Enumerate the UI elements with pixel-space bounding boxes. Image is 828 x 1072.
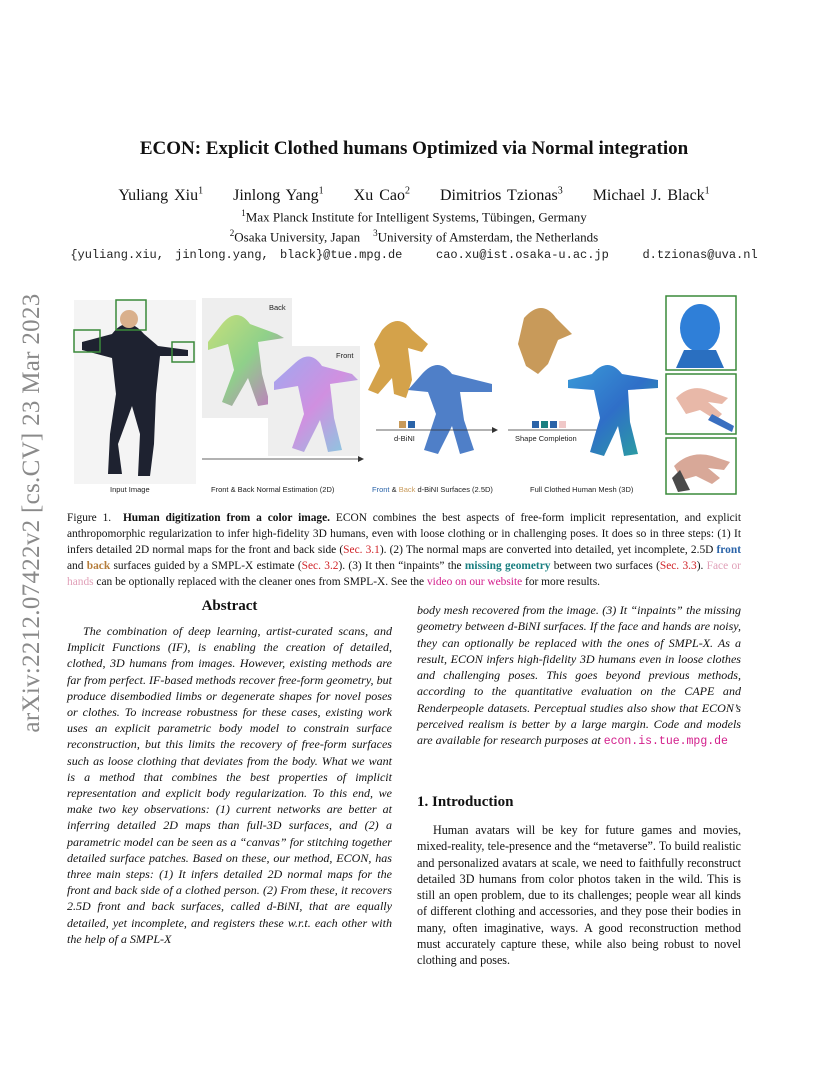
abstract-text-continued: body mesh recovered from the image. (3) It “inpaints” the missing geometry between d-BiNI surfaces. If the face and hands are noisy, they can optionally be replaced with the ones of SMPL-X. As a result, ECON infers high-fidelity 3D humans even in loose clothes and challenging poses. This goes beyond previous methods, according to the quantitative evaluation on the CAPE and Renderpeople datasets. Perceptual studies also show that ECON’s perceived realism is better by a large margin. Code and models are available for research purposes at econ.is.tue.mpg.de [417, 603, 741, 749]
affiliation-2-3: $^2$Osaka University, Japan $^3$University of Amsterdam, the Netherlands [229, 228, 599, 245]
section-ref-link[interactable]: Sec. 3.3 [659, 560, 697, 572]
author: Michael J. Black$^1$ [592, 186, 710, 205]
section-ref-link[interactable]: Sec. 3.2 [301, 560, 339, 572]
shape-completion-label: Shape Completion [515, 434, 577, 443]
label-input-image: Input Image [110, 485, 150, 494]
input-image [74, 300, 196, 484]
affiliation-1: $^1$Max Planck Institute for Intelligent Systems, Tübingen, Germany [241, 208, 587, 225]
author-list [0, 186, 828, 205]
arrow-head [358, 456, 364, 462]
teaser-figure [72, 294, 742, 496]
abstract-text: The combination of deep learning, artist-curated scans, and Implicit Functions (IF), is enabling the creation of detailed, clothed, 3D humans from images. However, existing methods are far from perfect. IF-based methods recover free-form geometry, but produce disembodied limbs or degenerate shapes for novel poses or clothes. To increase robustness for these cases, existing work uses an explicit parametric body model to constrain surface reconstruction, but this limits the recovery of free-form surfaces such as loose clothing that deviates from the body. What we want is a method that combines the best properties of implicit representation and explicit body regularization. To this end, we make two key observations: (1) current networks are better at inferring detailed 2D maps than full-3D surfaces, and (2) a parametric model can be seen as a “canvas” for stitching together detailed surface patches. Based on these, our method, ECON, has three main steps: (1) It infers detailed 2D normal maps for the front and back side of a clothed person. (2) From these, it recovers 2.5D front and back surfaces, called d-BiNI, that are equally detailed, yet incomplete, and registers these w.r.t. each other with the help of a SMPL-X [67, 624, 392, 946]
front-label: Front [336, 351, 354, 360]
section-heading: 1. Introduction [417, 794, 514, 810]
website-video-link[interactable]: video on our website [426, 576, 523, 588]
intro-paragraph: Human avatars will be key for future games and movies, mixed-reality, tele-presence and the “metaverse”. To build realistic and personalized avatars at scale, we need to faithfully reconstruct detailed 3D humans from color photos taken in the wild. This is still an open problem, due to its challenges; people wear all kinds of different clothing and accessories, and they pose their bodies in many, often imaginative, ways. A good reconstruction method must accurately capture these, while also being robust to novel clothing and poses. [417, 823, 741, 968]
label-normal-estimation: Front & Back Normal Estimation (2D) [211, 485, 335, 494]
shape-completion-squares [532, 421, 566, 428]
arxiv-id: arXiv:2212.07422v2 [cs.CV] 23 Mar 2023 [18, 293, 45, 733]
arxiv-stamp [12, 283, 52, 743]
zoom-face [666, 296, 736, 370]
email: cao.xu@ist.osaka-u.ac.jp [436, 248, 609, 262]
author: Dimitrios Tzionas$^3$ [440, 186, 563, 205]
email-list [0, 248, 828, 262]
email: d.tzionas@uva.nl [642, 248, 758, 262]
project-website-link[interactable]: econ.is.tue.mpg.de [603, 735, 728, 749]
label-dbini-surfaces: Front & Back d-BiNI Surfaces (2.5D) [372, 485, 493, 494]
abstract-left-column [67, 598, 392, 947]
dbini-surfaces [368, 321, 492, 454]
normal-map-front [268, 346, 360, 456]
arrow-head [492, 427, 498, 433]
back-label: Back [269, 303, 286, 312]
author: Yuliang Xiu$^1$ [118, 186, 204, 205]
zoom-hand [666, 438, 736, 494]
figure-caption: Figure 1. Human digitization from a color image. ECON combines the best aspects of free-form implicit representation, and explicit anthropomorphic regularization to infer high-fidelity 3D humans, even with loose clothing or in challenging poses. It does so in three steps: (1) It infers detailed 2D normal maps for the front and back side (Sec. 3.1). (2) The normal maps are converted into detailed, yet incomplete, 2.5D front and back surfaces guided by a SMPL-X estimate (Sec. 3.2). (3) It then “inpaints” the missing geometry between two surfaces (Sec. 3.3). Face or hands can be optionally replaced with the cleaner ones from SMPL-X. See the video on our website for more results. [67, 512, 742, 588]
paper-title: ECON: Explicit Clothed humans Optimized via Normal integration [139, 138, 689, 159]
abstract-heading: Abstract [201, 598, 258, 614]
section-ref-link[interactable]: Sec. 3.1 [343, 544, 380, 556]
zoom-hand [666, 374, 736, 434]
label-full-mesh: Full Clothed Human Mesh (3D) [530, 485, 634, 494]
author: Xu Cao$^2$ [353, 186, 410, 205]
email: {yuliang.xiu, jinlong.yang, black}@tue.mpg.de [70, 248, 403, 262]
dbini-label: d-BiNI [394, 434, 415, 443]
author: Jinlong Yang$^1$ [233, 186, 324, 205]
dbini-squares [399, 421, 415, 428]
abstract-right-column [417, 602, 741, 751]
